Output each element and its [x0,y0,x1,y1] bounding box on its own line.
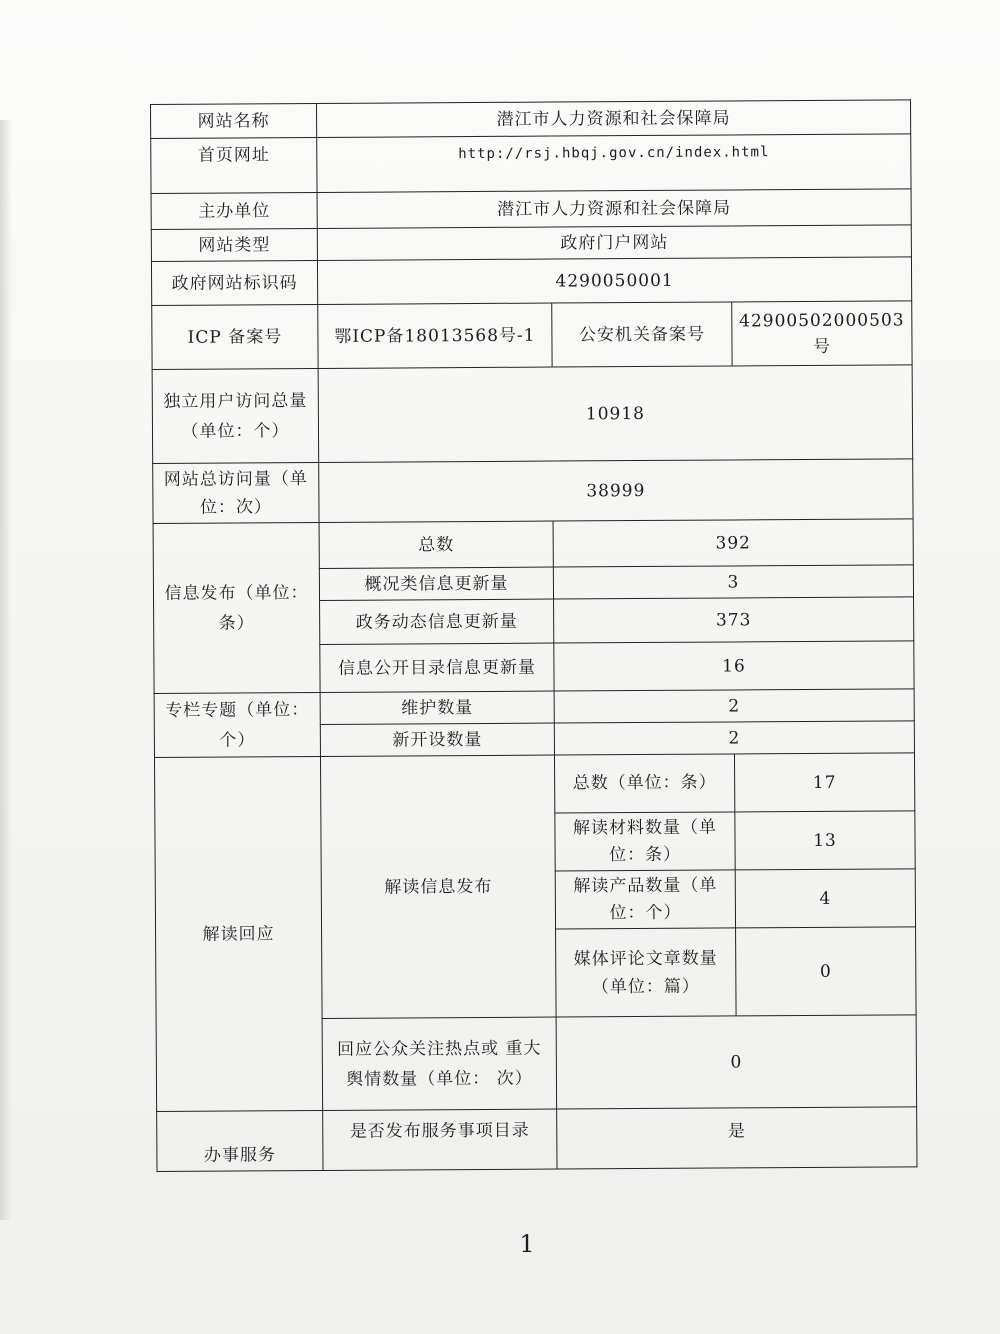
row-site-type [151,225,911,262]
row-unique-visitors [152,365,913,464]
page-edge-shadow [0,120,12,1220]
page-number: 1 [519,1230,535,1258]
row-site-code [151,257,911,306]
row-homepage [151,134,911,194]
response-label: 回应公众关注热点或 重大舆情数量（单位： 次） [322,1017,557,1110]
icp-value: 鄂ICP备18013568号-1 [318,303,552,368]
info-row-label: 信息公开目录信息更新量 [320,643,554,692]
interp-row-value: 0 [736,927,917,1016]
unique-visitors-label: 独立用户访问总量（单位：个） [152,368,319,463]
row-sponsor [151,189,911,230]
interp-row-label: 媒体评论文章数量（单位：篇） [556,928,737,1017]
site-code-label: 政府网站标识码 [151,260,317,305]
police-record-value: 42900502000503 号 [732,301,912,366]
info-row-value: 392 [553,519,913,567]
services-row-label: 是否发布服务事项目录 [323,1109,557,1170]
interp-row-value: 13 [735,811,915,870]
total-visits-label: 网站总访问量（单位：次） [153,462,319,523]
columns-row-label: 维护数量 [320,691,554,724]
services-label: 办事服务 [157,1110,323,1171]
info-row-label: 概况类信息更新量 [319,567,553,600]
columns-row-label: 新开设数量 [320,723,554,756]
site-name-label: 网站名称 [151,103,317,138]
interpretation-label: 解读回应 [154,756,322,1111]
interp-row-value: 17 [734,753,914,812]
row-site-name [151,100,911,139]
police-record-label: 公安机关备案号 [552,302,732,367]
homepage-value: http://rsj.hbqj.gov.cn/index.html [317,134,911,193]
response-value: 0 [556,1015,917,1109]
unique-visitors-value: 10918 [318,365,913,463]
row-total-visits [153,459,913,524]
info-row-value: 373 [554,597,914,643]
row-columns-maintained [154,689,914,726]
site-name-value: 潜江市人力资源和社会保障局 [316,100,910,138]
site-code-value: 4290050001 [317,257,911,305]
website-report-table [150,99,918,1172]
info-row-value: 16 [554,641,914,691]
info-release-label: 信息发布（单位：条） [153,522,320,693]
sponsor-label: 主办单位 [151,192,317,229]
row-icp [152,301,912,370]
site-type-value: 政府门户网站 [317,225,911,261]
row-interp-total [154,753,914,816]
homepage-label: 首页网址 [151,137,317,193]
interp-row-label: 解读材料数量（单位：条） [555,812,735,871]
icp-label: ICP 备案号 [152,304,318,369]
services-value: 是 [557,1107,917,1169]
interp-row-value: 4 [735,869,915,928]
columns-row-value: 2 [554,721,914,755]
columns-label: 专栏专题（单位：个） [154,692,320,757]
interpretation-sub-label: 解读信息发布 [320,755,556,1018]
row-info-total [153,519,913,570]
columns-row-value: 2 [554,689,914,723]
interp-row-label: 解读产品数量（单位：个） [555,870,735,929]
info-row-label: 总数 [319,521,553,568]
total-visits-value: 38999 [319,459,913,523]
row-services [157,1107,917,1172]
sponsor-value: 潜江市人力资源和社会保障局 [317,189,911,229]
interp-row-label: 总数（单位：条） [554,754,734,813]
site-type-label: 网站类型 [151,228,317,261]
info-row-value: 3 [553,565,913,599]
info-row-label: 政务动态信息更新量 [320,599,554,644]
